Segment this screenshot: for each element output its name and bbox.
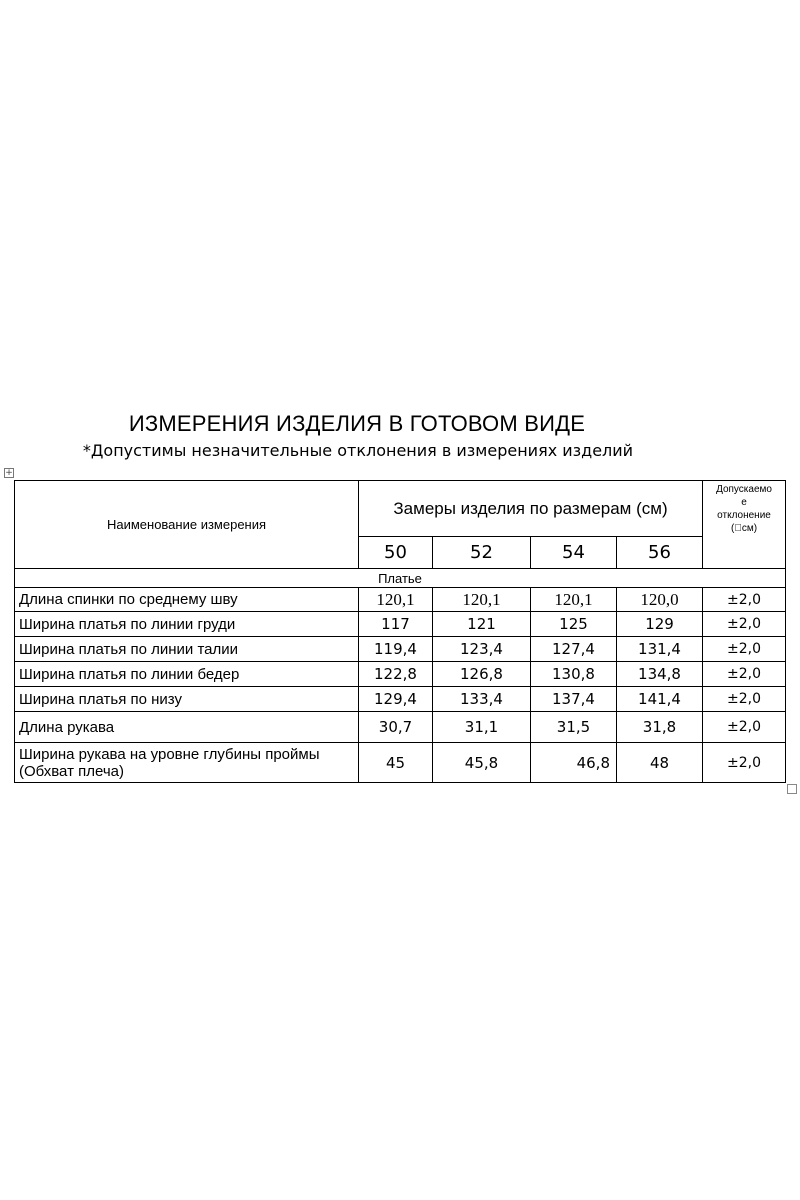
size-52: 52: [433, 537, 531, 569]
header-tolerance-line: Допускаемо: [716, 484, 772, 495]
table-row-name: Ширина рукава на уровне глубины проймы (Обхват плеча): [15, 743, 359, 783]
table-resize-handle-icon[interactable]: [787, 784, 797, 794]
table-cell-tolerance: ±2,0: [703, 588, 786, 612]
table-cell-tolerance: ±2,0: [703, 637, 786, 662]
table-cell-value: 126,8: [433, 662, 531, 687]
table-cell-value: 119,4: [359, 637, 433, 662]
size-50: 50: [359, 537, 433, 569]
table-row-name: Длина спинки по среднему шву: [15, 588, 359, 612]
header-measurement-name: Наименование измерения: [15, 481, 359, 569]
table-cell-tolerance: ±2,0: [703, 662, 786, 687]
table-cell-value: 46,8: [531, 743, 617, 783]
table-cell-value: 121: [433, 612, 531, 637]
table-cell-value: 120,0: [617, 588, 703, 612]
table-cell-tolerance: ±2,0: [703, 612, 786, 637]
table-move-handle-icon[interactable]: +: [5, 468, 13, 478]
header-tolerance-line: е: [741, 497, 747, 508]
table-cell-value: 129,4: [359, 687, 433, 712]
table-cell-value: 125: [531, 612, 617, 637]
table-cell-value: 30,7: [359, 712, 433, 743]
table-cell-value: 123,4: [433, 637, 531, 662]
table-cell-value: 45: [359, 743, 433, 783]
table-cell-value: 31,8: [617, 712, 703, 743]
measurements-table: [14, 480, 786, 783]
table-cell-value: 117: [359, 612, 433, 637]
table-row-name: Длина рукава: [15, 712, 359, 743]
table-cell-value: 131,4: [617, 637, 703, 662]
table-cell-value: 120,1: [531, 588, 617, 612]
table-cell-value: 45,8: [433, 743, 531, 783]
table-cell-value: 133,4: [433, 687, 531, 712]
table-cell-value: 129: [617, 612, 703, 637]
header-tolerance: [703, 481, 786, 569]
table-cell-value: 120,1: [359, 588, 433, 612]
table-cell-value: 31,5: [531, 712, 617, 743]
table-cell-value: 48: [617, 743, 703, 783]
table-cell-value: 130,8: [531, 662, 617, 687]
table-cell-tolerance: ±2,0: [703, 743, 786, 783]
table-row-name: Ширина платья по низу: [15, 687, 359, 712]
size-56: 56: [617, 537, 703, 569]
page-subtitle: *Допустимы незначительные отклонения в измерениях изделий: [82, 441, 634, 460]
header-tolerance-line: отклонение: [717, 510, 771, 521]
table-cell-value: 134,8: [617, 662, 703, 687]
table-row-name: Ширина платья по линии бедер: [15, 662, 359, 687]
table-cell-value: 127,4: [531, 637, 617, 662]
size-54: 54: [531, 537, 617, 569]
section-label: Платье: [15, 569, 786, 588]
table-cell-value: 137,4: [531, 687, 617, 712]
table-cell-value: 31,1: [433, 712, 531, 743]
table-cell-value: 122,8: [359, 662, 433, 687]
table-cell-tolerance: ±2,0: [703, 687, 786, 712]
table-cell-value: 120,1: [433, 588, 531, 612]
table-cell-tolerance: ±2,0: [703, 712, 786, 743]
page-title: ИЗМЕРЕНИЯ ИЗДЕЛИЯ В ГОТОВОМ ВИДЕ: [128, 411, 586, 436]
header-tolerance-line: ( см): [730, 523, 758, 534]
table-row-name: Ширина платья по линии талии: [15, 637, 359, 662]
table-cell-value: 141,4: [617, 687, 703, 712]
header-sizes: Замеры изделия по размерам (см): [359, 481, 703, 537]
table-row-name: Ширина платья по линии груди: [15, 612, 359, 637]
